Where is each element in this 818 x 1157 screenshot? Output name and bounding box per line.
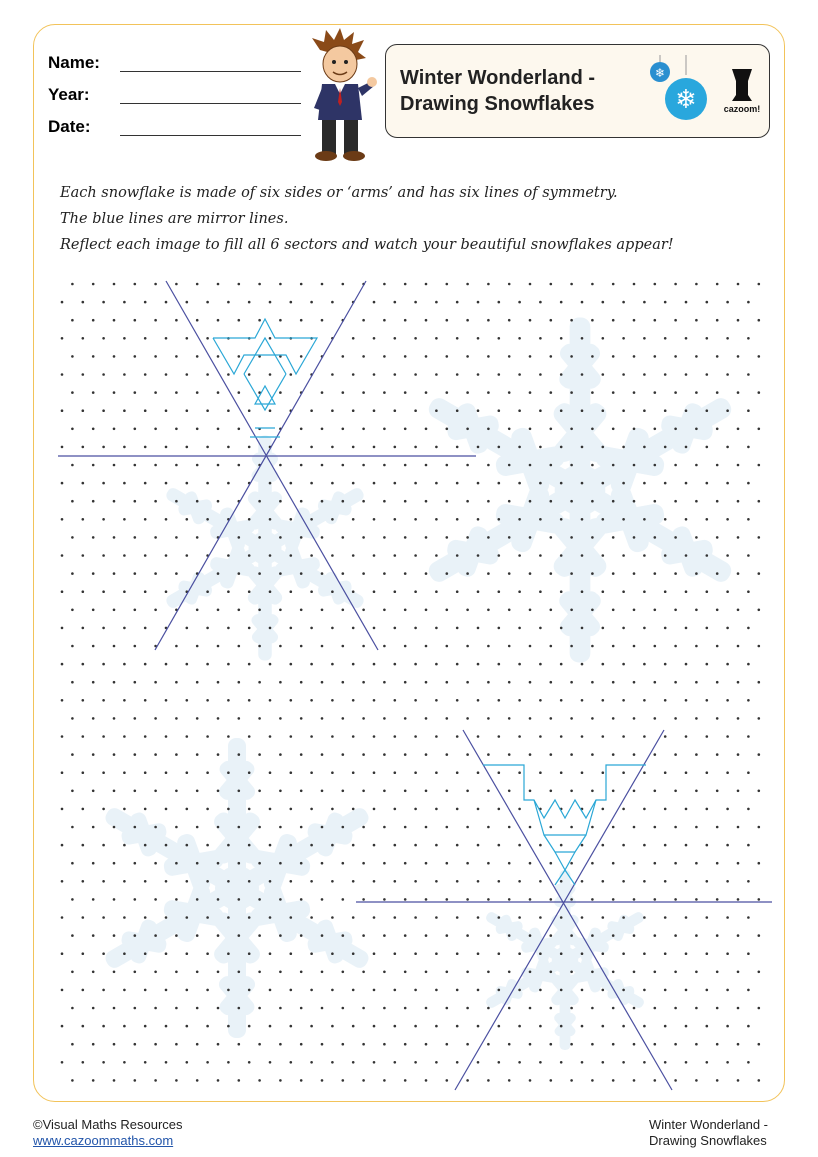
footer-left [33,1117,183,1149]
faint-background-snowflakes [94,318,744,1051]
title-line-1: Winter Wonderland - [400,67,595,89]
svg-text:❄: ❄ [675,85,697,115]
svg-text:❄: ❄ [654,66,666,80]
copyright-text: ©Visual Maths Resources [33,1117,183,1132]
website-link[interactable]: www.cazoommaths.com [33,1133,174,1148]
footer-right [649,1117,768,1149]
faint-snowflake [416,318,745,663]
instruction-line-2: The blue lines are mirror lines. [60,211,289,227]
date-label: Date: [48,117,91,136]
faint-snowflake [158,436,372,661]
faint-snowflake [479,870,651,1050]
snowflake-arm-drawing-1 [213,319,317,437]
faint-snowflake [94,738,380,1038]
footer-title-line-2: Drawing Snowflakes [649,1133,767,1148]
instruction-line-3: Reflect each image to fill all 6 sectors and watch your beautiful snowflakes appear! [60,237,674,253]
footer-title-line-1: Winter Wonderland - [649,1117,768,1132]
year-label: Year: [48,85,90,104]
name-label: Name: [48,53,100,72]
title-line-2: Drawing Snowflakes [400,93,595,115]
snowflake-arm-drawing-2 [483,765,646,885]
grid-dots [61,283,760,1082]
instruction-line-1: Each snowflake is made of six sides or ‘arms’ and has six lines of symmetry. [60,185,618,201]
svg-text:cazoom!: cazoom! [723,104,761,114]
